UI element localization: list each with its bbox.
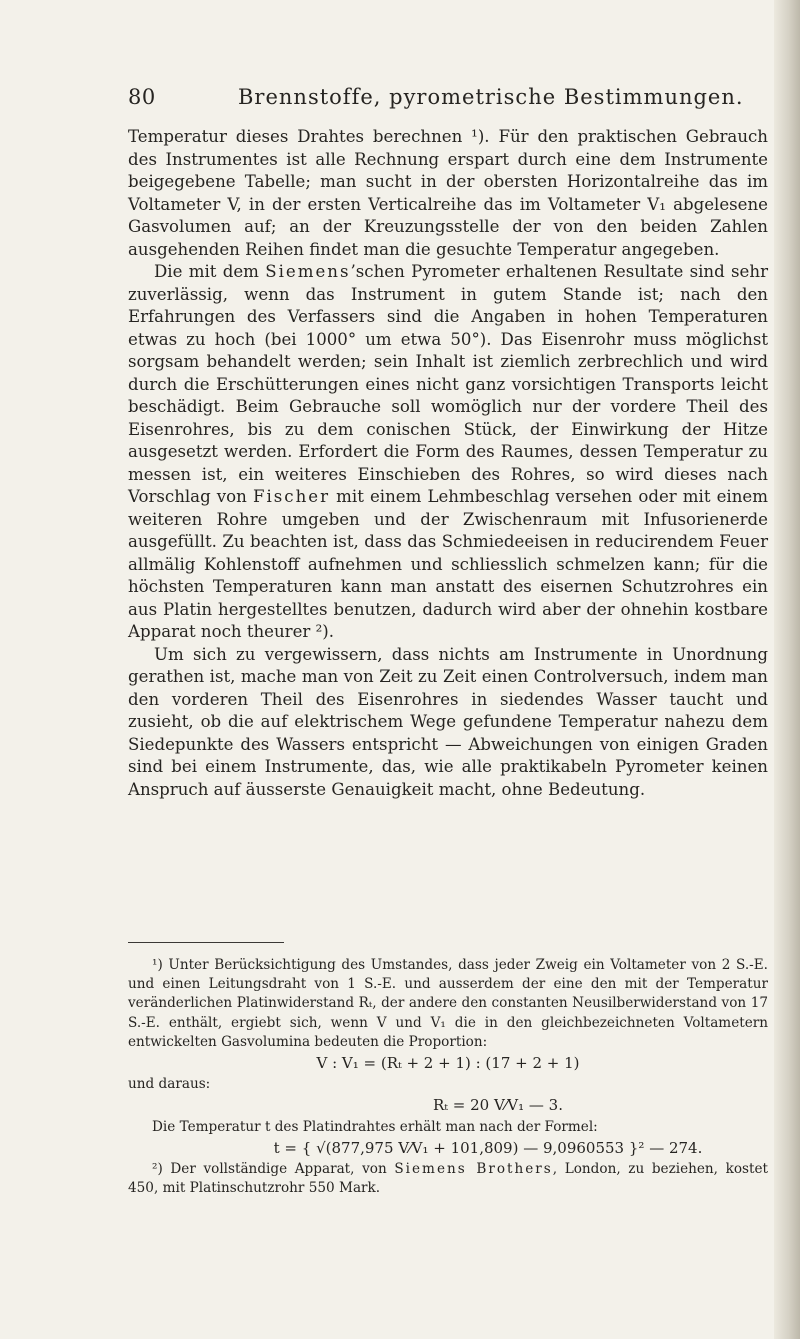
running-title: Brennstoffe, pyrometrische Bestimmungen. bbox=[238, 85, 744, 109]
paragraph-3: Um sich zu vergewissern, dass nichts am Instrumente in Unordnung gerathen ist, mache man von Zeit zu Zeit einen Controlversuch, indem man den vorderen Theil des Eisenrohres in siedendes Wasser taucht und zusieht, ob die auf elektrischem Wege gefundene Temperatur nahezu dem Siedepunkte des Wassers entspricht — Abweichungen von einigen Graden sind bei einem Instrumente, das, wie alle praktikabeln Pyrometer keinen Anspruch auf äusserste Genauigkeit macht, ohne Bedeutung. bbox=[128, 644, 768, 799]
paragraph-1: Temperatur dieses Drahtes berechnen ¹). Für den praktischen Gebrauch des Instrumentes ist alle Rechnung erspart durch eine dem Instrumente beigegebene Tabelle; man sucht in der obersten Horizontalreihe das im Voltameter V, in der ersten Verticalreihe das im Voltameter V₁ abgelesene Gasvolumen auf; an der Kreuzungsstelle der von den beiden Zahlen ausgehenden Reihen findet man die gesuchte Temperatur angegeben. bbox=[128, 127, 768, 259]
running-header bbox=[128, 82, 768, 112]
formula-proportion: V : V₁ = (Rₜ + 2 + 1) : (17 + 2 + 1) bbox=[316, 1054, 580, 1073]
temperature-formula-intro: Die Temperatur t des Platindrahtes erhält man nach der Formel: bbox=[152, 1118, 598, 1135]
footnotes bbox=[128, 956, 768, 1198]
formula-resistance: Rₜ = 20 V⁄V₁ — 3. bbox=[433, 1096, 563, 1115]
footnote-2-name-siemens-brothers: Siemens Brothers bbox=[394, 1161, 553, 1178]
formula-temperature: t = { √(877,975 V⁄V₁ + 101,809) — 9,0960553 }² — 274. bbox=[273, 1138, 703, 1157]
paragraph-2-name-siemens: Siemens bbox=[265, 262, 351, 281]
footnote-2-part-a: ²) Der vollständige Apparat, von bbox=[152, 1161, 395, 1178]
footnote-rule bbox=[128, 942, 284, 943]
label-und-daraus: und daraus: bbox=[128, 1076, 211, 1093]
footnote-1: ¹) Unter Berücksichtigung des Umstandes, dass jeder Zweig ein Voltameter von 2 S.-E. und einen Leitungsdraht von 1 S.-E. und ausserdem der eine den mit der Temperatur veränderlichen Platinwiderstand Rₜ, der andere den constanten Neusilberwiderstand von 17 S.-E. enthält, ergiebt sich, wenn V und V₁ die in den gleichbezeichneten Voltametern entwickelten Gasvolumina bedeuten die Proportion: bbox=[128, 957, 768, 1050]
paragraph-2-part-c: mit einem Lehmbeschlag versehen oder mit einem weiteren Rohre umgeben und der Zwischenraum mit Infusorienerde ausgefüllt. Zu beachten ist, dass das Schmiedeeisen in reducirendem Feuer allmälig Kohlenstoff aufnehmen und schliesslich schmelzen kann; für die höchsten Temperaturen kann man anstatt des eisernen Schutzrohres ein aus Platin hergestelltes benutzen, dadurch wird aber der ohnehin kostbare Apparat noch theurer ²). bbox=[128, 487, 768, 641]
paragraph-2-part-a: Die mit dem bbox=[154, 262, 266, 281]
paragraph-2-part-b: ’schen Pyrometer erhaltenen Resultate sind sehr zuverlässig, wenn das Instrument in gutem Stande ist; nach den Erfahrungen des Verfassers sind die Angaben in hohen Temperaturen etwas zu hoch (bei 1000° um etwa 50°). Das Eisenrohr muss möglichst sorgsam behandelt werden; sein Inhalt ist ziemlich zerbrechlich und wird durch die Erschütterungen eines nicht ganz vorsichtigen Transports leicht beschädigt. Beim Gebrauche soll womöglich nur der vordere Theil des Eisenrohres, bis zu dem conischen Stück, der Einwirkung der Hitze ausgesetzt werden. Erfordert die Form des Raumes, dessen Temperatur zu messen ist, ein weiteres Einschieben des Rohres, so wird dieses nach Vorschlag von bbox=[128, 262, 768, 506]
paragraph-2-name-fischer: Fischer bbox=[252, 487, 331, 506]
footnote-2-part-b: , London, zu beziehen, kostet 450, mit Platinschutzrohr 550 Mark. bbox=[128, 1161, 768, 1197]
page-number: 80 bbox=[128, 85, 156, 109]
paragraph-2 bbox=[128, 261, 768, 644]
main-text bbox=[128, 126, 768, 801]
footnote-2 bbox=[128, 1160, 768, 1198]
